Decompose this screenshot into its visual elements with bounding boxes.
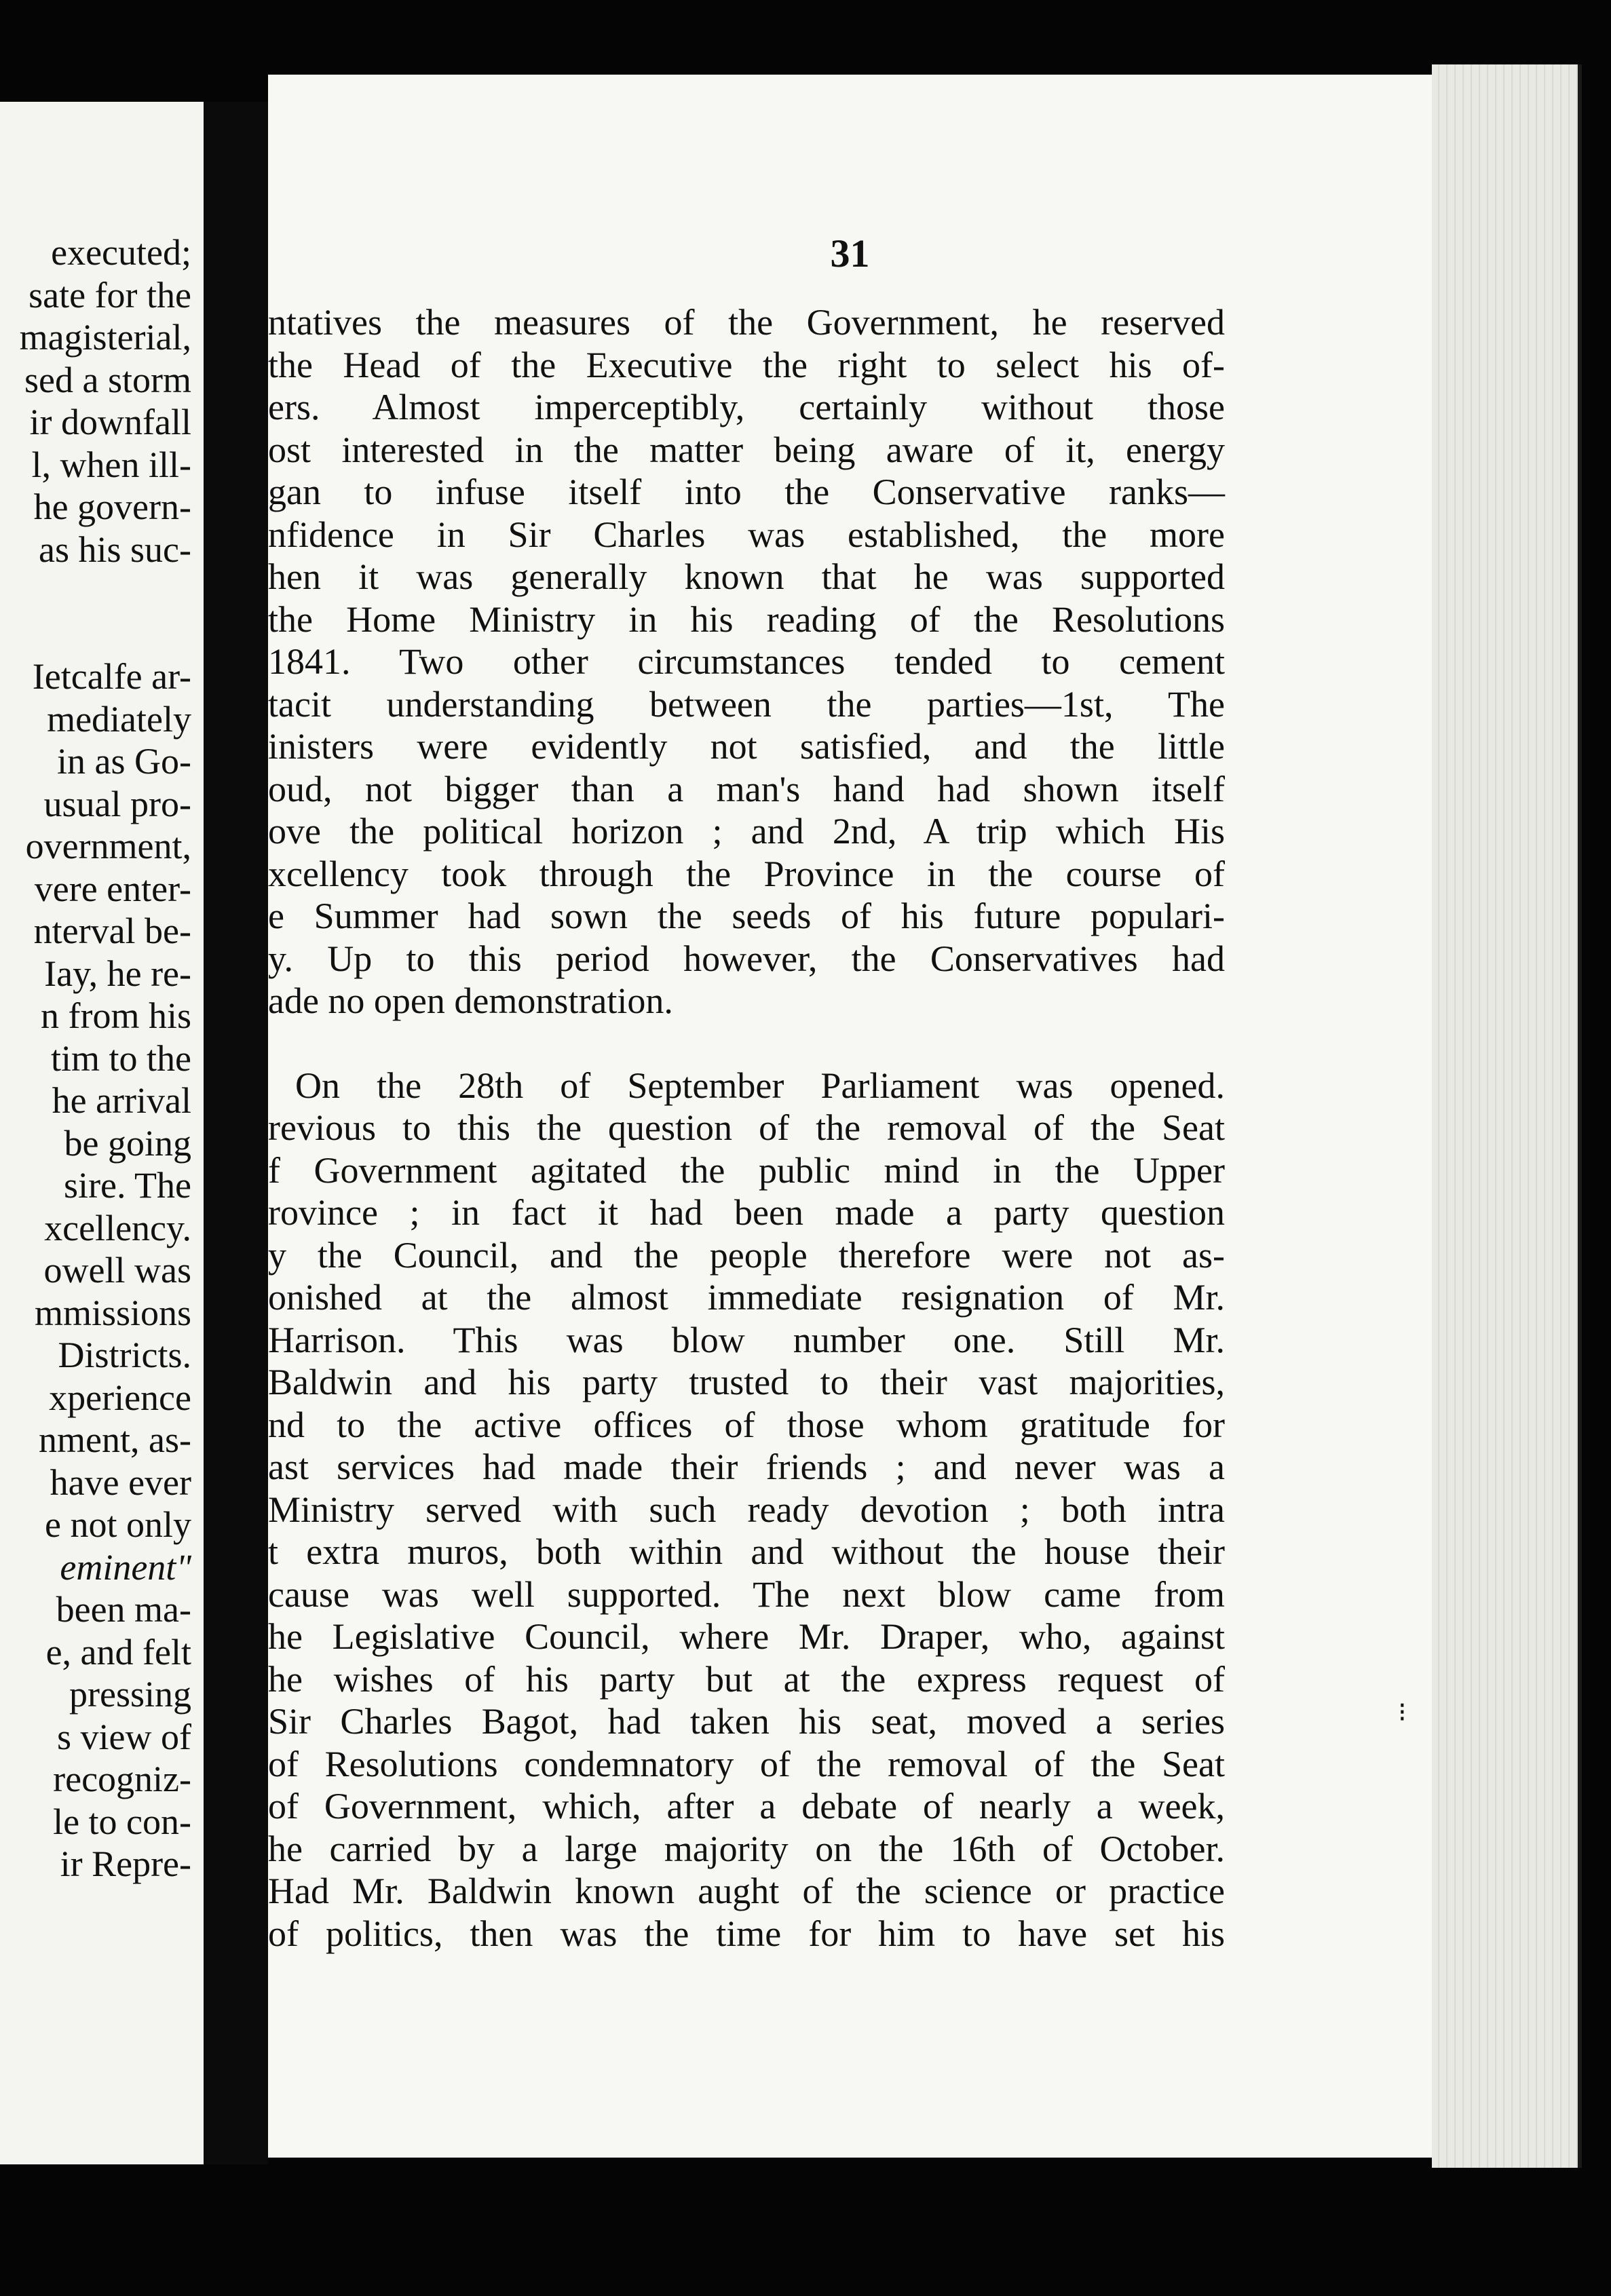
text-line: ade no open demonstration.	[268, 980, 673, 1021]
left-page-line: e not only	[45, 1504, 191, 1545]
left-page-line: sed a storm	[24, 359, 191, 400]
left-page-line: he govern-	[33, 486, 191, 527]
text-line: he wishes of his party but at the express request of	[268, 1658, 1225, 1700]
right-page	[268, 75, 1432, 2158]
text-line: of politics, then was the time for him to have set his	[268, 1913, 1225, 1954]
left-page-line: eminent"	[60, 1546, 191, 1588]
text-line: inisters were evidently not satisfied, and the little	[268, 726, 1225, 767]
left-page-line: nment, as-	[39, 1419, 191, 1460]
text-line: y. Up to this period however, the Conservatives had	[268, 938, 1225, 979]
text-line: gan to infuse itself into the Conservative ranks—	[268, 472, 1225, 512]
left-page-line: he arrival	[52, 1080, 191, 1121]
left-page-line: owell was	[43, 1250, 191, 1290]
text-line: ove the political horizon ; and 2nd, A trip which His	[268, 811, 1225, 852]
left-page-line: Iay, he re-	[44, 953, 191, 994]
text-line: Ministry served with such ready devotion ; both intra	[268, 1489, 1225, 1530]
left-page-line: magisterial,	[19, 317, 191, 358]
text-line: rovince ; in fact it had been made a party question	[268, 1192, 1225, 1233]
text-line: Had Mr. Baldwin known aught of the science or practice	[268, 1871, 1225, 1911]
text-line: revious to this the question of the removal of the Seat	[268, 1107, 1225, 1148]
left-page-line: l, when ill-	[31, 444, 191, 485]
text-line: he Legislative Council, where Mr. Draper, who, against	[268, 1616, 1225, 1657]
left-page-line: xperience	[49, 1377, 191, 1418]
text-line: nfidence in Sir Charles was established, the more	[268, 514, 1225, 555]
left-page-line: usual pro-	[43, 783, 191, 824]
text-line: Harrison. This was blow number one. Still Mr.	[268, 1319, 1225, 1360]
text-line: e Summer had sown the seeds of his future populari-	[268, 896, 1225, 936]
text-line: y the Council, and the people therefore were not as-	[268, 1234, 1225, 1276]
left-page-line: overnment,	[25, 826, 191, 866]
left-page-line: in as Go-	[57, 741, 191, 782]
left-page-line: executed;	[51, 232, 191, 273]
left-page-line: e, and felt	[45, 1631, 191, 1672]
left-page-line: ir Repre-	[60, 1843, 191, 1884]
left-page-line: ir downfall	[29, 402, 191, 442]
text-line: nd to the active offices of those whom gratitude for	[268, 1404, 1225, 1445]
text-line: t extra muros, both within and without the house their	[268, 1531, 1225, 1572]
text-line: ast services had made their friends ; and never was a	[268, 1447, 1225, 1487]
left-page	[0, 102, 204, 2164]
left-page-line: have ever	[50, 1461, 191, 1503]
left-page-line: pressing	[69, 1674, 191, 1715]
left-page-line: mmissions	[34, 1292, 191, 1333]
left-page-line: Districts.	[58, 1335, 191, 1375]
left-page-line: le to con-	[53, 1801, 191, 1842]
left-page-line: s view of	[57, 1716, 191, 1757]
page-number: 31	[830, 231, 870, 275]
text-line: of Government, which, after a debate of nearly a week,	[268, 1786, 1225, 1826]
left-page-line: n from his	[41, 995, 191, 1036]
book-gutter	[204, 102, 268, 2164]
text-line: the Home Ministry in his reading of the Resolutions	[268, 598, 1225, 640]
left-page-line: recogniz-	[53, 1759, 191, 1799]
text-line: cause was well supported. The next blow came from	[268, 1573, 1225, 1615]
text-line: he carried by a large majority on the 16th of October.	[268, 1828, 1225, 1869]
left-page-line: tim to the	[51, 1037, 191, 1079]
left-page-line: xcellency.	[44, 1207, 191, 1248]
text-line: ost interested in the matter being aware of it, energy	[268, 429, 1225, 470]
left-page-line: sire. The	[64, 1165, 191, 1206]
margin-mark: ⁝	[1398, 1697, 1407, 1727]
left-page-line: vere enter-	[34, 868, 191, 909]
page-edges	[1432, 64, 1582, 2168]
text-line: On the 28th of September Parliament was opened.	[295, 1065, 1225, 1106]
left-page-line: mediately	[47, 698, 191, 740]
left-page-line: been ma-	[56, 1589, 191, 1630]
text-line: tacit understanding between the parties—1st, The	[268, 683, 1225, 725]
text-line: 1841. Two other circumstances tended to cement	[268, 641, 1225, 682]
text-line: of Resolutions condemnatory of the removal of the Seat	[268, 1743, 1225, 1784]
text-line: onished at the almost immediate resignation of Mr.	[268, 1277, 1225, 1318]
left-page-line: be going	[64, 1122, 191, 1164]
left-page-line: nterval be-	[33, 911, 191, 951]
text-line: Sir Charles Bagot, had taken his seat, moved a series	[268, 1701, 1225, 1742]
text-line: xcellency took through the Province in the course of	[268, 853, 1225, 894]
text-line: oud, not bigger than a man's hand had shown itself	[268, 768, 1225, 809]
text-line: ntatives the measures of the Government, he reserved	[268, 302, 1225, 343]
text-line: f Government agitated the public mind in the Upper	[268, 1149, 1225, 1191]
text-line: the Head of the Executive the right to select his of-	[268, 344, 1225, 385]
left-page-line: as his suc-	[39, 529, 191, 570]
left-page-line: Ietcalfe ar-	[32, 656, 191, 697]
text-line: hen it was generally known that he was supported	[268, 556, 1225, 597]
left-page-line: sate for the	[29, 274, 191, 315]
text-line: Baldwin and his party trusted to their vast majorities,	[268, 1362, 1225, 1402]
text-line: ers. Almost imperceptibly, certainly without those	[268, 387, 1225, 427]
